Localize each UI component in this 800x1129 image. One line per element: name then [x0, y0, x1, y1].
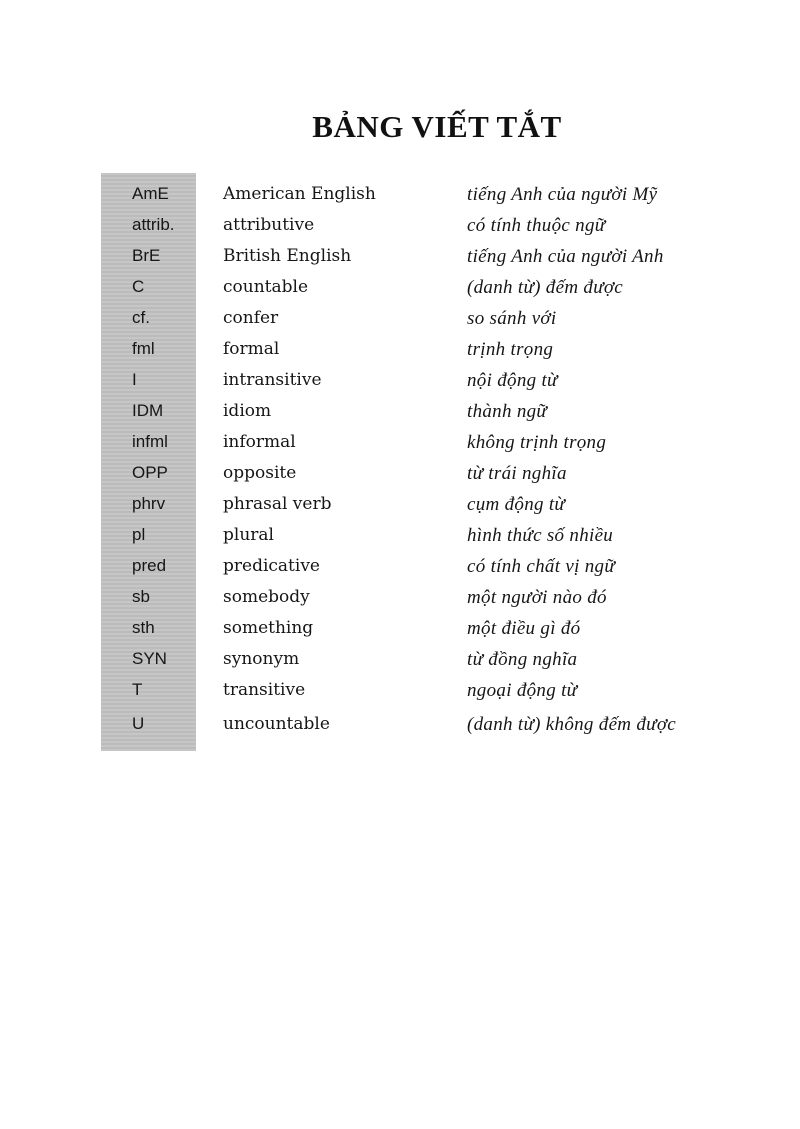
abbreviation: U [132, 714, 145, 733]
vietnamese-meaning: tiếng Anh của người Mỹ [467, 184, 658, 205]
vietnamese-meaning: một người nào đó [467, 587, 607, 608]
abbreviation: C [132, 277, 145, 296]
abbreviation: I [132, 370, 137, 389]
table-row [0, 274, 800, 305]
vietnamese-meaning: từ trái nghĩa [467, 463, 567, 484]
table-row [0, 367, 800, 398]
vietnamese-meaning: (danh từ) không đếm được [467, 714, 677, 735]
english-meaning: informal [223, 432, 296, 452]
vietnamese-meaning: ngoại động từ [467, 680, 578, 701]
vietnamese-meaning: (danh từ) đếm được [467, 277, 624, 298]
abbreviation: pl [132, 525, 146, 544]
vietnamese-meaning: tiếng Anh của người Anh [467, 246, 664, 267]
english-meaning: American English [223, 184, 376, 204]
abbreviation: BrE [132, 246, 161, 265]
vietnamese-meaning: thành ngữ [467, 401, 548, 422]
abbreviation: attrib. [132, 215, 175, 234]
english-meaning: synonym [223, 649, 300, 669]
abbreviation: sth [132, 618, 155, 637]
english-meaning: idiom [223, 401, 272, 421]
table-row [0, 584, 800, 615]
abbreviation: OPP [132, 463, 168, 482]
abbreviation: pred [132, 556, 167, 575]
abbreviation: T [132, 680, 143, 699]
vietnamese-meaning: có tính chất vị ngữ [467, 556, 615, 577]
table-row [0, 398, 800, 429]
english-meaning: plural [223, 525, 274, 545]
english-meaning: opposite [223, 463, 297, 483]
abbreviation: infml [132, 432, 168, 451]
vietnamese-meaning: hình thức số nhiều [467, 525, 614, 546]
english-meaning: predicative [223, 556, 320, 576]
abbreviation: phrv [132, 494, 166, 513]
table-row [0, 522, 800, 553]
english-meaning: somebody [223, 587, 310, 607]
english-meaning: formal [223, 339, 280, 359]
abbreviation: fml [132, 339, 155, 358]
abbreviation: sb [132, 587, 150, 606]
table-row [0, 305, 800, 336]
english-meaning: uncountable [223, 714, 330, 734]
vietnamese-meaning: không trịnh trọng [467, 432, 607, 453]
table-row [0, 212, 800, 243]
table-row [0, 553, 800, 584]
vietnamese-meaning: nội động từ [467, 370, 558, 391]
english-meaning: phrasal verb [223, 494, 332, 514]
table-row [0, 336, 800, 367]
table-row [0, 429, 800, 460]
abbreviation: SYN [132, 649, 167, 668]
english-meaning: transitive [223, 680, 306, 700]
table-row [0, 646, 800, 677]
abbreviation-table [0, 181, 800, 745]
table-row [0, 708, 800, 745]
vietnamese-meaning: so sánh với [467, 308, 557, 329]
vietnamese-meaning: một điều gì đó [467, 618, 581, 639]
table-row [0, 243, 800, 274]
table-row [0, 181, 800, 212]
vietnamese-meaning: cụm động từ [467, 494, 566, 515]
vietnamese-meaning: trịnh trọng [467, 339, 554, 360]
abbreviation: AmE [132, 184, 169, 203]
english-meaning: British English [223, 246, 352, 266]
abbreviation: IDM [132, 401, 164, 420]
english-meaning: something [223, 618, 314, 638]
table-row [0, 677, 800, 708]
page-title: BẢNG VIẾT TẮT [312, 109, 562, 144]
english-meaning: attributive [223, 215, 315, 235]
table-row [0, 460, 800, 491]
english-meaning: countable [223, 277, 308, 297]
english-meaning: intransitive [223, 370, 322, 390]
abbreviation: cf. [132, 308, 150, 327]
english-meaning: confer [223, 308, 279, 328]
vietnamese-meaning: từ đồng nghĩa [467, 649, 578, 670]
table-row [0, 615, 800, 646]
table-row [0, 491, 800, 522]
vietnamese-meaning: có tính thuộc ngữ [467, 215, 606, 236]
